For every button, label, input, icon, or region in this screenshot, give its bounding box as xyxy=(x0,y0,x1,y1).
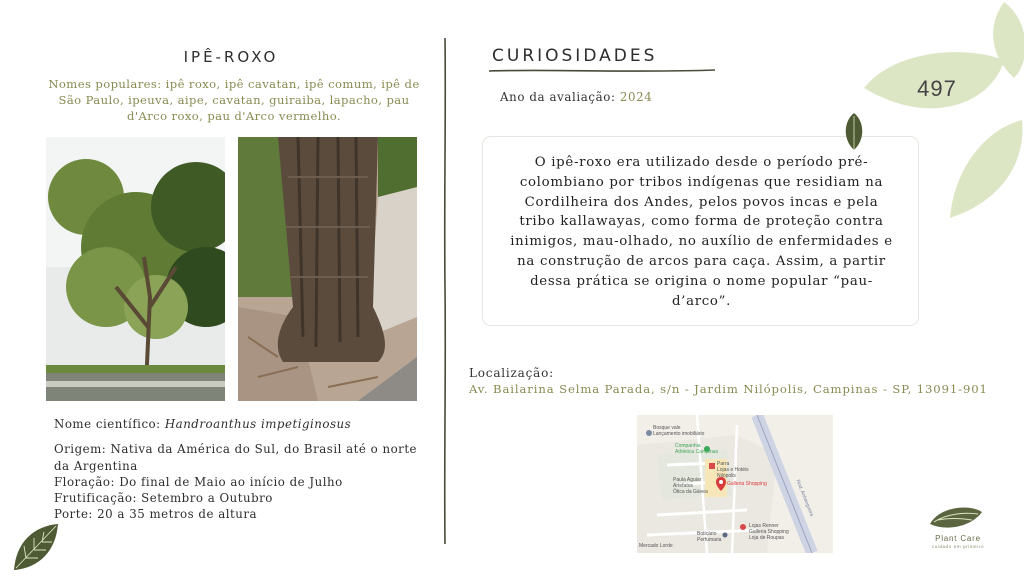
scientific-name-line xyxy=(54,416,424,432)
fruiting-text: Frutificação: Setembro a Outubro xyxy=(54,491,273,506)
logo-tagline: cuidado em primeiro xyxy=(931,544,985,549)
location-label: Localização: xyxy=(469,366,554,380)
scientific-name-label: Nome científico: xyxy=(54,417,161,431)
map-label: Parra Lojas e Hotéis Nilópolis xyxy=(717,461,749,479)
leaf-icon xyxy=(843,112,865,152)
location-map[interactable] xyxy=(637,415,833,553)
location-address: Av. Bailarina Selma Parada, s/n - Jardim Nilópolis, Campinas - SP, 13091-901 xyxy=(469,382,988,396)
map-label: Rod. Anhanguera xyxy=(794,478,815,518)
page-number: 497 xyxy=(917,76,957,101)
column-divider xyxy=(443,38,447,544)
map-label: Mercado Lorde xyxy=(639,543,673,549)
scientific-name: Handroanthus impetiginosus xyxy=(164,417,352,431)
curiosity-card xyxy=(482,136,919,326)
evaluation-year-label: Ano da avaliação: xyxy=(500,90,616,104)
leaf-icon xyxy=(12,522,60,572)
species-title: IPÊ-ROXO xyxy=(183,48,279,66)
title-underline xyxy=(489,67,715,75)
tree-trunk-photo xyxy=(238,137,417,401)
logo-name: Plant Care xyxy=(935,534,981,543)
flowering-text: Floração: Do final de Maio ao início de Julho xyxy=(54,474,343,489)
map-label: Galleria Shopping xyxy=(727,481,767,487)
popular-names: Nomes populares: ipê roxo, ipê cavatan, ipê comum, ipê de São Paulo, ipeuva, aipe, cavatan, guiraiba, lapacho, pau d'Arco roxo, pau d'Arco vermelho. xyxy=(48,77,420,123)
map-pin-icon[interactable] xyxy=(716,477,726,491)
map-label: Paula Aguiar Artefatos Ótica da Gávea xyxy=(673,477,708,495)
map-label: Companhia Athletica Campinas xyxy=(675,443,719,455)
size-text: Porte: 20 a 35 metros de altura xyxy=(54,507,258,522)
map-label: Bosque vale Lançamento imobiliário xyxy=(653,425,705,437)
species-facts xyxy=(54,416,424,523)
curiosity-text: O ipê-roxo era utilizado desde o período pré-colombiano por tribos indígenas que residiam na Cordilheira dos Andes, pelos povos incas e pela tribo kallawayas, como forma de proteção contra inimigos, mau-olhado, no auxílio de enfermidades e na construção de arcos para caça. Assim, a partir dessa prática se origina o nome popular “pau-d’arco”. xyxy=(510,155,893,309)
origin-text: Origem: Nativa da América do Sul, do Brasil até o norte da Argentina xyxy=(54,442,418,473)
map-label: Boticário Perfumaria xyxy=(697,531,722,543)
curiosities-title: CURIOSIDADES xyxy=(492,46,658,66)
evaluation-year-value: 2024 xyxy=(619,90,653,104)
evaluation-year xyxy=(500,90,652,104)
map-label: Lojas Renner Galleria Shopping Loja de Roupas xyxy=(749,523,789,541)
tree-canopy-photo xyxy=(46,137,225,401)
